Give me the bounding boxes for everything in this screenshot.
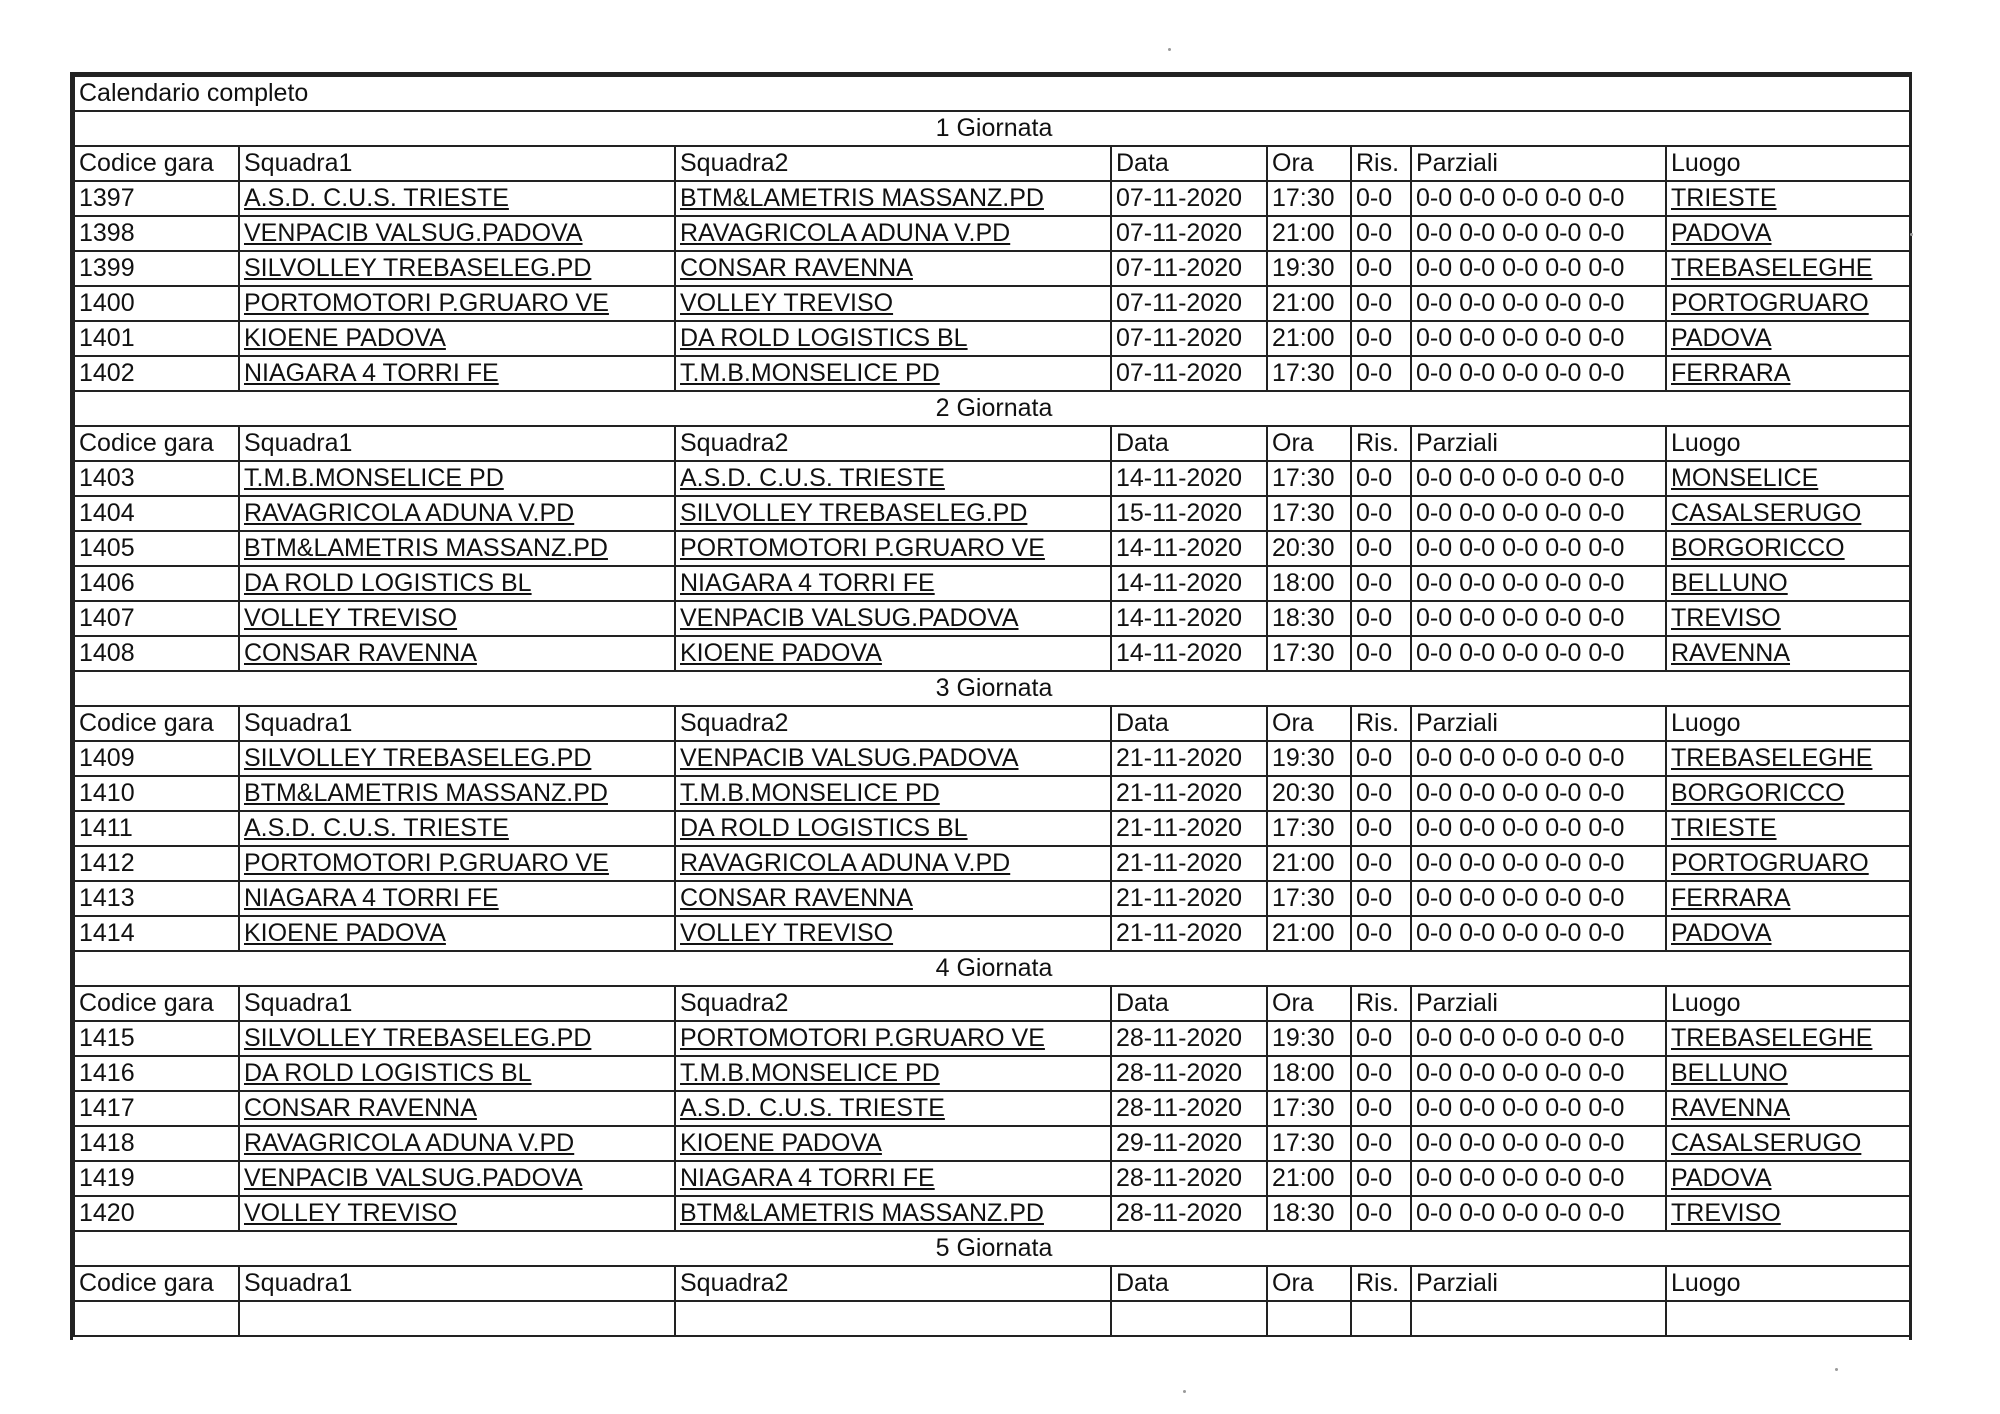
- match-date: 07-11-2020: [1111, 321, 1267, 356]
- match-code: 1413: [74, 881, 239, 916]
- match-code: 1407: [74, 601, 239, 636]
- result-header: Ris.: [1351, 706, 1411, 741]
- match-time: 17:30: [1267, 811, 1351, 846]
- match-date: 14-11-2020: [1111, 531, 1267, 566]
- document-title: Calendario completo: [74, 76, 1910, 111]
- match-code: 1397: [74, 181, 239, 216]
- team1-name[interactable]: DA ROLD LOGISTICS BL: [239, 566, 675, 601]
- empty-cell: [1351, 1301, 1411, 1336]
- match-place[interactable]: FERRARA: [1666, 356, 1910, 391]
- code-header: Codice gara: [74, 1266, 239, 1301]
- match-code: 1411: [74, 811, 239, 846]
- round-row: [74, 391, 1910, 426]
- date-header: Data: [1111, 426, 1267, 461]
- match-place[interactable]: CASALSERUGO: [1666, 1126, 1910, 1161]
- match-partials: 0-0 0-0 0-0 0-0 0-0: [1411, 356, 1666, 391]
- team2-name[interactable]: PORTOMOTORI P.GRUARO VE: [675, 1021, 1111, 1056]
- match-time: 21:00: [1267, 916, 1351, 951]
- match-code: 1415: [74, 1021, 239, 1056]
- team1-name[interactable]: PORTOMOTORI P.GRUARO VE: [239, 286, 675, 321]
- match-row: [74, 286, 1910, 321]
- match-partials: 0-0 0-0 0-0 0-0 0-0: [1411, 636, 1666, 671]
- team1-name[interactable]: CONSAR RAVENNA: [239, 636, 675, 671]
- empty-cell: [1411, 1301, 1666, 1336]
- team1-name[interactable]: DA ROLD LOGISTICS BL: [239, 1056, 675, 1091]
- match-place[interactable]: TREVISO: [1666, 601, 1910, 636]
- match-time: 21:00: [1267, 1161, 1351, 1196]
- place-header: Luogo: [1666, 986, 1910, 1021]
- match-place[interactable]: TREVISO: [1666, 1196, 1910, 1231]
- match-date: 21-11-2020: [1111, 846, 1267, 881]
- match-date: 07-11-2020: [1111, 216, 1267, 251]
- match-place[interactable]: TREBASELEGHE: [1666, 1021, 1910, 1056]
- team1-name[interactable]: A.S.D. C.U.S. TRIESTE: [239, 181, 675, 216]
- match-date: 14-11-2020: [1111, 601, 1267, 636]
- match-row: [74, 1091, 1910, 1126]
- team1-name[interactable]: PORTOMOTORI P.GRUARO VE: [239, 846, 675, 881]
- match-partials: 0-0 0-0 0-0 0-0 0-0: [1411, 1126, 1666, 1161]
- match-row: [74, 846, 1910, 881]
- date-header: Data: [1111, 986, 1267, 1021]
- round-label: 2 Giornata: [74, 391, 1910, 426]
- round-label: 4 Giornata: [74, 951, 1910, 986]
- team1-name[interactable]: RAVAGRICOLA ADUNA V.PD: [239, 496, 675, 531]
- header-row: [74, 986, 1910, 1021]
- match-date: 28-11-2020: [1111, 1196, 1267, 1231]
- match-partials: 0-0 0-0 0-0 0-0 0-0: [1411, 1196, 1666, 1231]
- match-result: 0-0: [1351, 216, 1411, 251]
- match-row: [74, 1126, 1910, 1161]
- team2-name[interactable]: RAVAGRICOLA ADUNA V.PD: [675, 216, 1111, 251]
- result-header: Ris.: [1351, 1266, 1411, 1301]
- match-place[interactable]: BORGORICCO: [1666, 776, 1910, 811]
- match-date: 28-11-2020: [1111, 1161, 1267, 1196]
- match-result: 0-0: [1351, 181, 1411, 216]
- match-row: [74, 776, 1910, 811]
- team1-name[interactable]: SILVOLLEY TREBASELEG.PD: [239, 251, 675, 286]
- match-date: 15-11-2020: [1111, 496, 1267, 531]
- scan-speck: [1168, 48, 1171, 51]
- team2-name[interactable]: CONSAR RAVENNA: [675, 251, 1111, 286]
- match-date: 07-11-2020: [1111, 356, 1267, 391]
- match-code: 1419: [74, 1161, 239, 1196]
- team2-header: Squadra2: [675, 146, 1111, 181]
- match-row: [74, 1056, 1910, 1091]
- empty-cell: [1666, 1301, 1910, 1336]
- match-date: 21-11-2020: [1111, 776, 1267, 811]
- match-time: 17:30: [1267, 496, 1351, 531]
- match-partials: 0-0 0-0 0-0 0-0 0-0: [1411, 1021, 1666, 1056]
- team2-name[interactable]: BTM&LAMETRIS MASSANZ.PD: [675, 1196, 1111, 1231]
- header-row: [74, 1266, 1910, 1301]
- match-partials: 0-0 0-0 0-0 0-0 0-0: [1411, 811, 1666, 846]
- match-partials: 0-0 0-0 0-0 0-0 0-0: [1411, 1091, 1666, 1126]
- round-label: 1 Giornata: [74, 111, 1910, 146]
- match-place[interactable]: TREBASELEGHE: [1666, 251, 1910, 286]
- team1-name[interactable]: SILVOLLEY TREBASELEG.PD: [239, 1021, 675, 1056]
- match-partials: 0-0 0-0 0-0 0-0 0-0: [1411, 181, 1666, 216]
- match-date: 28-11-2020: [1111, 1021, 1267, 1056]
- code-header: Codice gara: [74, 146, 239, 181]
- match-partials: 0-0 0-0 0-0 0-0 0-0: [1411, 216, 1666, 251]
- match-code: 1406: [74, 566, 239, 601]
- place-header: Luogo: [1666, 146, 1910, 181]
- team2-name[interactable]: T.M.B.MONSELICE PD: [675, 776, 1111, 811]
- team1-name[interactable]: KIOENE PADOVA: [239, 916, 675, 951]
- match-time: 18:30: [1267, 601, 1351, 636]
- match-result: 0-0: [1351, 916, 1411, 951]
- match-row: [74, 356, 1910, 391]
- empty-cell: [1111, 1301, 1267, 1336]
- match-time: 17:30: [1267, 1091, 1351, 1126]
- team2-name[interactable]: SILVOLLEY TREBASELEG.PD: [675, 496, 1111, 531]
- team2-name[interactable]: NIAGARA 4 TORRI FE: [675, 566, 1111, 601]
- team2-name[interactable]: VENPACIB VALSUG.PADOVA: [675, 601, 1111, 636]
- match-code: 1420: [74, 1196, 239, 1231]
- date-header: Data: [1111, 146, 1267, 181]
- team2-name[interactable]: VOLLEY TREVISO: [675, 916, 1111, 951]
- team1-header: Squadra1: [239, 986, 675, 1021]
- round-row: [74, 671, 1910, 706]
- team1-name[interactable]: A.S.D. C.U.S. TRIESTE: [239, 811, 675, 846]
- result-header: Ris.: [1351, 426, 1411, 461]
- match-place[interactable]: PORTOGRUARO: [1666, 846, 1910, 881]
- match-partials: 0-0 0-0 0-0 0-0 0-0: [1411, 881, 1666, 916]
- match-row: [74, 636, 1910, 671]
- match-result: 0-0: [1351, 601, 1411, 636]
- team2-name[interactable]: DA ROLD LOGISTICS BL: [675, 321, 1111, 356]
- team1-name[interactable]: NIAGARA 4 TORRI FE: [239, 356, 675, 391]
- team2-name[interactable]: DA ROLD LOGISTICS BL: [675, 811, 1111, 846]
- code-header: Codice gara: [74, 706, 239, 741]
- match-date: 28-11-2020: [1111, 1091, 1267, 1126]
- match-code: 1398: [74, 216, 239, 251]
- match-row: [74, 531, 1910, 566]
- match-place[interactable]: RAVENNA: [1666, 636, 1910, 671]
- partials-header: Parziali: [1411, 1266, 1666, 1301]
- match-row: [74, 1021, 1910, 1056]
- match-result: 0-0: [1351, 811, 1411, 846]
- match-code: 1414: [74, 916, 239, 951]
- header-row: [74, 706, 1910, 741]
- match-row: [74, 461, 1910, 496]
- empty-cell: [239, 1301, 675, 1336]
- match-time: 17:30: [1267, 356, 1351, 391]
- match-result: 0-0: [1351, 1196, 1411, 1231]
- match-row: [74, 1196, 1910, 1231]
- team2-name[interactable]: KIOENE PADOVA: [675, 636, 1111, 671]
- match-date: 21-11-2020: [1111, 881, 1267, 916]
- match-time: 18:00: [1267, 566, 1351, 601]
- team2-name[interactable]: VOLLEY TREVISO: [675, 286, 1111, 321]
- time-header: Ora: [1267, 1266, 1351, 1301]
- team1-header: Squadra1: [239, 146, 675, 181]
- team2-name[interactable]: BTM&LAMETRIS MASSANZ.PD: [675, 181, 1111, 216]
- match-row: [74, 251, 1910, 286]
- match-result: 0-0: [1351, 461, 1411, 496]
- match-partials: 0-0 0-0 0-0 0-0 0-0: [1411, 321, 1666, 356]
- code-header: Codice gara: [74, 986, 239, 1021]
- match-place[interactable]: TREBASELEGHE: [1666, 741, 1910, 776]
- match-time: 19:30: [1267, 741, 1351, 776]
- header-row: [74, 426, 1910, 461]
- match-date: 14-11-2020: [1111, 636, 1267, 671]
- match-partials: 0-0 0-0 0-0 0-0 0-0: [1411, 461, 1666, 496]
- team1-name[interactable]: VENPACIB VALSUG.PADOVA: [239, 216, 675, 251]
- match-time: 20:30: [1267, 531, 1351, 566]
- partials-header: Parziali: [1411, 986, 1666, 1021]
- team1-header: Squadra1: [239, 426, 675, 461]
- match-time: 17:30: [1267, 881, 1351, 916]
- match-row: [74, 916, 1910, 951]
- place-header: Luogo: [1666, 1266, 1910, 1301]
- team2-header: Squadra2: [675, 706, 1111, 741]
- match-place[interactable]: PADOVA: [1666, 916, 1910, 951]
- match-result: 0-0: [1351, 531, 1411, 566]
- team2-name[interactable]: PORTOMOTORI P.GRUARO VE: [675, 531, 1111, 566]
- match-place[interactable]: BELLUNO: [1666, 1056, 1910, 1091]
- match-code: 1402: [74, 356, 239, 391]
- match-place[interactable]: BELLUNO: [1666, 566, 1910, 601]
- match-date: 07-11-2020: [1111, 181, 1267, 216]
- match-row: [74, 321, 1910, 356]
- team2-name[interactable]: RAVAGRICOLA ADUNA V.PD: [675, 846, 1111, 881]
- match-time: 17:30: [1267, 636, 1351, 671]
- match-partials: 0-0 0-0 0-0 0-0 0-0: [1411, 531, 1666, 566]
- match-row: [74, 811, 1910, 846]
- match-time: 20:30: [1267, 776, 1351, 811]
- partials-header: Parziali: [1411, 146, 1666, 181]
- team2-header: Squadra2: [675, 426, 1111, 461]
- match-code: 1403: [74, 461, 239, 496]
- match-code: 1410: [74, 776, 239, 811]
- match-result: 0-0: [1351, 1161, 1411, 1196]
- match-date: 07-11-2020: [1111, 286, 1267, 321]
- match-result: 0-0: [1351, 566, 1411, 601]
- time-header: Ora: [1267, 146, 1351, 181]
- match-place[interactable]: MONSELICE: [1666, 461, 1910, 496]
- team1-name[interactable]: BTM&LAMETRIS MASSANZ.PD: [239, 776, 675, 811]
- match-time: 17:30: [1267, 461, 1351, 496]
- match-time: 21:00: [1267, 286, 1351, 321]
- match-result: 0-0: [1351, 741, 1411, 776]
- match-row: [74, 601, 1910, 636]
- match-time: 18:30: [1267, 1196, 1351, 1231]
- scan-speck: [1183, 1390, 1186, 1393]
- empty-cell: [1267, 1301, 1351, 1336]
- match-time: 17:30: [1267, 1126, 1351, 1161]
- match-time: 19:30: [1267, 251, 1351, 286]
- match-code: 1404: [74, 496, 239, 531]
- match-code: 1405: [74, 531, 239, 566]
- team2-name[interactable]: CONSAR RAVENNA: [675, 881, 1111, 916]
- match-partials: 0-0 0-0 0-0 0-0 0-0: [1411, 496, 1666, 531]
- match-date: 21-11-2020: [1111, 741, 1267, 776]
- round-row: [74, 1231, 1910, 1266]
- match-partials: 0-0 0-0 0-0 0-0 0-0: [1411, 566, 1666, 601]
- match-place[interactable]: TRIESTE: [1666, 181, 1910, 216]
- team2-name[interactable]: T.M.B.MONSELICE PD: [675, 356, 1111, 391]
- schedule-table: [73, 75, 1911, 1337]
- team1-name[interactable]: BTM&LAMETRIS MASSANZ.PD: [239, 531, 675, 566]
- match-partials: 0-0 0-0 0-0 0-0 0-0: [1411, 251, 1666, 286]
- match-code: 1416: [74, 1056, 239, 1091]
- round-label: 3 Giornata: [74, 671, 1910, 706]
- match-time: 21:00: [1267, 321, 1351, 356]
- match-date: 21-11-2020: [1111, 811, 1267, 846]
- match-result: 0-0: [1351, 881, 1411, 916]
- match-partials: 0-0 0-0 0-0 0-0 0-0: [1411, 601, 1666, 636]
- match-result: 0-0: [1351, 286, 1411, 321]
- team1-name[interactable]: RAVAGRICOLA ADUNA V.PD: [239, 1126, 675, 1161]
- partials-header: Parziali: [1411, 706, 1666, 741]
- match-place[interactable]: PADOVA: [1666, 216, 1910, 251]
- match-place[interactable]: FERRARA: [1666, 881, 1910, 916]
- match-code: 1401: [74, 321, 239, 356]
- time-header: Ora: [1267, 706, 1351, 741]
- match-place[interactable]: CASALSERUGO: [1666, 496, 1910, 531]
- match-place[interactable]: BORGORICCO: [1666, 531, 1910, 566]
- match-partials: 0-0 0-0 0-0 0-0 0-0: [1411, 1161, 1666, 1196]
- match-code: 1417: [74, 1091, 239, 1126]
- match-row: [74, 216, 1910, 251]
- match-result: 0-0: [1351, 1021, 1411, 1056]
- match-code: 1400: [74, 286, 239, 321]
- match-partials: 0-0 0-0 0-0 0-0 0-0: [1411, 1056, 1666, 1091]
- match-place[interactable]: PADOVA: [1666, 1161, 1910, 1196]
- team2-name[interactable]: T.M.B.MONSELICE PD: [675, 1056, 1111, 1091]
- match-time: 19:30: [1267, 1021, 1351, 1056]
- team2-name[interactable]: KIOENE PADOVA: [675, 1126, 1111, 1161]
- match-place[interactable]: RAVENNA: [1666, 1091, 1910, 1126]
- match-date: 21-11-2020: [1111, 916, 1267, 951]
- match-result: 0-0: [1351, 356, 1411, 391]
- scan-speck: [1835, 1368, 1838, 1371]
- team1-name[interactable]: NIAGARA 4 TORRI FE: [239, 881, 675, 916]
- match-date: 14-11-2020: [1111, 566, 1267, 601]
- match-partials: 0-0 0-0 0-0 0-0 0-0: [1411, 741, 1666, 776]
- date-header: Data: [1111, 706, 1267, 741]
- team2-name[interactable]: A.S.D. C.U.S. TRIESTE: [675, 1091, 1111, 1126]
- scan-speck: [1910, 233, 1913, 236]
- match-partials: 0-0 0-0 0-0 0-0 0-0: [1411, 776, 1666, 811]
- place-header: Luogo: [1666, 706, 1910, 741]
- match-row: [74, 566, 1910, 601]
- match-result: 0-0: [1351, 1126, 1411, 1161]
- round-row: [74, 111, 1910, 146]
- team1-header: Squadra1: [239, 1266, 675, 1301]
- match-code: 1418: [74, 1126, 239, 1161]
- match-partials: 0-0 0-0 0-0 0-0 0-0: [1411, 916, 1666, 951]
- round-row: [74, 951, 1910, 986]
- match-result: 0-0: [1351, 636, 1411, 671]
- match-place[interactable]: TRIESTE: [1666, 811, 1910, 846]
- match-row: [74, 741, 1910, 776]
- match-time: 18:00: [1267, 1056, 1351, 1091]
- match-date: 07-11-2020: [1111, 251, 1267, 286]
- partials-header: Parziali: [1411, 426, 1666, 461]
- team1-header: Squadra1: [239, 706, 675, 741]
- schedule-sheet: [70, 72, 1912, 1340]
- match-code: 1412: [74, 846, 239, 881]
- time-header: Ora: [1267, 986, 1351, 1021]
- match-result: 0-0: [1351, 1056, 1411, 1091]
- match-row: [74, 881, 1910, 916]
- date-header: Data: [1111, 1266, 1267, 1301]
- team1-name[interactable]: VOLLEY TREVISO: [239, 1196, 675, 1231]
- match-code: 1409: [74, 741, 239, 776]
- team1-name[interactable]: VOLLEY TREVISO: [239, 601, 675, 636]
- team1-name[interactable]: VENPACIB VALSUG.PADOVA: [239, 1161, 675, 1196]
- result-header: Ris.: [1351, 146, 1411, 181]
- header-row: [74, 146, 1910, 181]
- match-row: [74, 496, 1910, 531]
- match-result: 0-0: [1351, 776, 1411, 811]
- code-header: Codice gara: [74, 426, 239, 461]
- match-partials: 0-0 0-0 0-0 0-0 0-0: [1411, 286, 1666, 321]
- team1-name[interactable]: SILVOLLEY TREBASELEG.PD: [239, 741, 675, 776]
- team2-name[interactable]: A.S.D. C.U.S. TRIESTE: [675, 461, 1111, 496]
- empty-cell: [74, 1301, 239, 1336]
- match-result: 0-0: [1351, 321, 1411, 356]
- time-header: Ora: [1267, 426, 1351, 461]
- team1-name[interactable]: T.M.B.MONSELICE PD: [239, 461, 675, 496]
- match-row: [74, 1161, 1910, 1196]
- match-date: 28-11-2020: [1111, 1056, 1267, 1091]
- place-header: Luogo: [1666, 426, 1910, 461]
- match-result: 0-0: [1351, 1091, 1411, 1126]
- empty-cell: [675, 1301, 1111, 1336]
- match-partials: 0-0 0-0 0-0 0-0 0-0: [1411, 846, 1666, 881]
- match-result: 0-0: [1351, 496, 1411, 531]
- match-result: 0-0: [1351, 846, 1411, 881]
- team2-name[interactable]: NIAGARA 4 TORRI FE: [675, 1161, 1111, 1196]
- match-code: 1408: [74, 636, 239, 671]
- match-place[interactable]: PADOVA: [1666, 321, 1910, 356]
- team2-header: Squadra2: [675, 1266, 1111, 1301]
- match-date: 14-11-2020: [1111, 461, 1267, 496]
- team1-name[interactable]: KIOENE PADOVA: [239, 321, 675, 356]
- result-header: Ris.: [1351, 986, 1411, 1021]
- match-code: 1399: [74, 251, 239, 286]
- team2-name[interactable]: VENPACIB VALSUG.PADOVA: [675, 741, 1111, 776]
- match-date: 29-11-2020: [1111, 1126, 1267, 1161]
- match-row: [74, 181, 1910, 216]
- round-label: 5 Giornata: [74, 1231, 1910, 1266]
- match-result: 0-0: [1351, 251, 1411, 286]
- match-time: 17:30: [1267, 181, 1351, 216]
- match-place[interactable]: PORTOGRUARO: [1666, 286, 1910, 321]
- match-time: 21:00: [1267, 846, 1351, 881]
- team1-name[interactable]: CONSAR RAVENNA: [239, 1091, 675, 1126]
- team2-header: Squadra2: [675, 986, 1111, 1021]
- continued-row: [74, 1301, 1910, 1336]
- title-row: [74, 76, 1910, 111]
- match-time: 21:00: [1267, 216, 1351, 251]
- schedule-body: [74, 76, 1910, 1336]
